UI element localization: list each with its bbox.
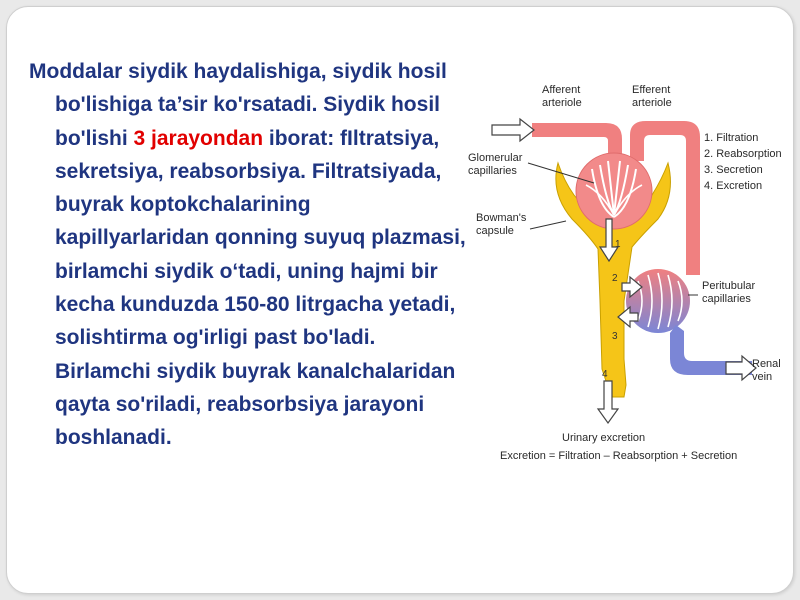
- nephron-diagram: [462, 69, 792, 479]
- body-text: [29, 55, 469, 455]
- afferent-label: Afferent arteriole: [542, 84, 582, 109]
- glomerular-label: Glomerular capillaries: [468, 152, 523, 177]
- process-list: [704, 132, 782, 192]
- process-list-item: 2. Reabsorption: [704, 148, 782, 160]
- efferent-label: Efferent arteriole: [632, 84, 672, 109]
- bowman-leader: [530, 221, 566, 229]
- step-number-2: 2: [612, 273, 618, 284]
- step-number-1: 1: [615, 239, 621, 250]
- paragraph-part-1: Moddalar siydik haydalishiga, siydik hosil bo'lishiga ta’sir ko'rsatadi. Siydik hosil bo'lishi: [29, 60, 447, 150]
- bowman-label: Bowman's capsule: [476, 212, 527, 237]
- slide: [6, 6, 794, 594]
- urinary-excretion-label: Urinary excretion: [562, 432, 646, 444]
- step-number-4: 4: [602, 369, 608, 380]
- paragraph-part-2: iborat: fIltratsiya, sekretsiya, reabsorbsiya. Filtratsiyada, buyrak koptokchalarining kapillyarlaridan qonning suyuq plazmasi, birlamchi siydik oʻtadi, uning hajmi bir kecha kunduzda 150-80 litrgacha yetadi, solishtirma og'irligi past bo'ladi. Birlamchi siydik buyrak kanalchalaridan qayta so'riladi, reabsorbsiya jarayoni boshlanadi.: [55, 126, 466, 450]
- highlight-text: 3 jarayondan: [133, 126, 264, 150]
- body-paragraph: [29, 55, 469, 455]
- peritubular-label: Peritubular capillaries: [702, 280, 756, 305]
- process-list-item: 3. Secretion: [704, 164, 763, 176]
- afferent-arrow: [492, 119, 534, 141]
- process-list-item: 1. Filtration: [704, 132, 759, 144]
- step-number-3: 3: [612, 331, 618, 342]
- glomerulus: [576, 153, 652, 229]
- renal-vein-label: Renal vein: [752, 358, 781, 383]
- peritubular-capillaries: [626, 269, 690, 333]
- process-list-item: 4. Excretion: [704, 180, 763, 192]
- excretion-equation: Excretion = Filtration – Reabsorption + Secretion: [500, 450, 738, 462]
